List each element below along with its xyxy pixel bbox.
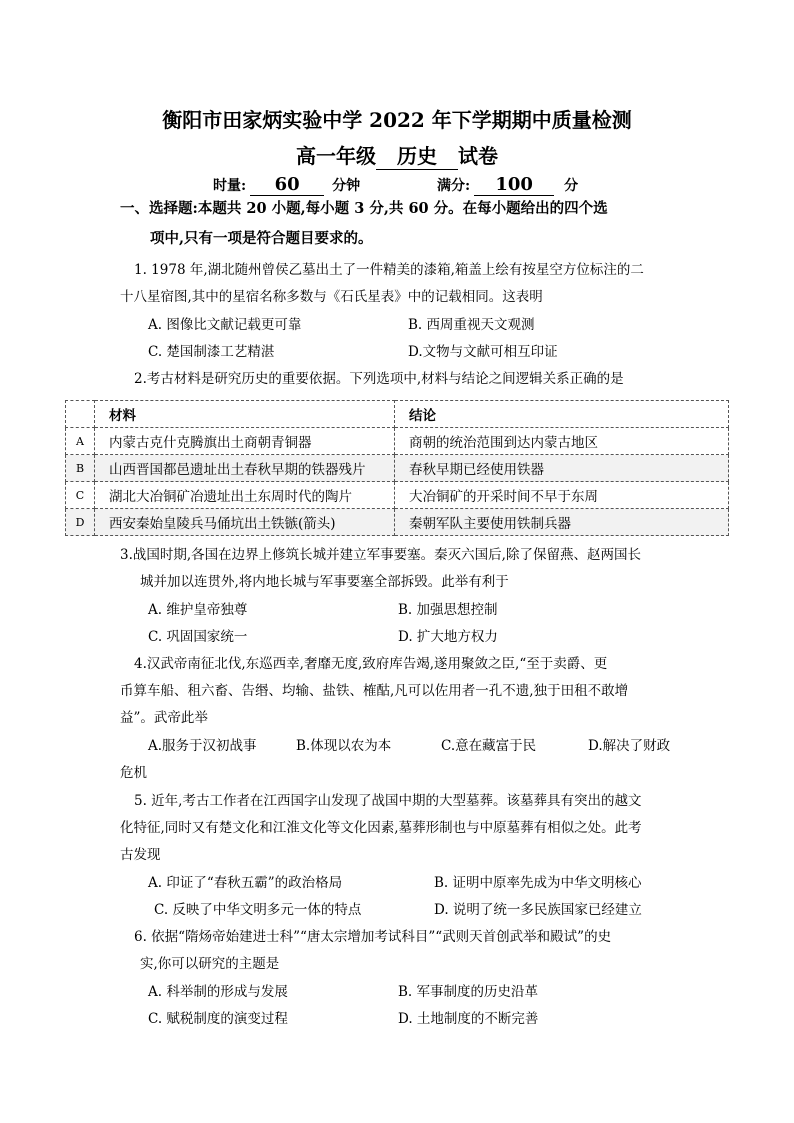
q5-line3: 古发现 <box>120 847 161 863</box>
row-material: 内蒙古克什克腾旗出土商朝青铜器 <box>95 428 395 455</box>
paper-title <box>0 140 794 170</box>
q4-option-c: C.意在藏富于民 <box>441 738 537 754</box>
table-row <box>66 482 729 509</box>
row-letter: D <box>66 509 95 536</box>
q3-option-b: B. 加强思想控制 <box>398 602 498 618</box>
row-conclusion: 商朝的统治范围到达内蒙古地区 <box>395 428 729 455</box>
q6-option-d: D. 土地制度的不断完善 <box>398 1011 539 1027</box>
q1-line2: 十八星宿图,其中的星宿名称多数与《石氏星表》中的记载相同。这表明 <box>120 289 543 305</box>
score-unit: 分 <box>564 178 579 194</box>
time-label: 时量: <box>213 178 247 194</box>
row-conclusion: 春秋早期已经使用铁器 <box>395 455 729 482</box>
row-letter: B <box>66 455 95 482</box>
row-letter: C <box>66 482 95 509</box>
time-value: 60 <box>250 174 324 196</box>
time-info <box>213 174 360 196</box>
table-row <box>66 509 729 536</box>
row-material: 西安秦始皇陵兵马俑坑出土铁镞(箭头) <box>95 509 395 536</box>
row-material: 湖北大冶铜矿冶遗址出土东周时代的陶片 <box>95 482 395 509</box>
paper-label: 试卷 <box>458 144 498 168</box>
q5-option-b: B. 证明中原率先成为中华文明核心 <box>434 875 642 891</box>
q3-option-c: C. 巩固国家统一 <box>148 629 248 645</box>
q4-option-d: D.解决了财政 <box>588 738 671 754</box>
q4-option-b: B.体现以农为本 <box>296 738 392 754</box>
row-conclusion: 大冶铜矿的开采时间不早于东周 <box>395 482 729 509</box>
table-header-row <box>66 401 729 428</box>
q1-option-b: B. 西周重视天文观测 <box>408 317 535 333</box>
q6-option-c: C. 赋税制度的演变过程 <box>148 1011 288 1027</box>
table-row <box>66 455 729 482</box>
school-title: 衡阳市田家炳实验中学 2022 年下学期期中质量检测 <box>162 108 632 132</box>
row-material: 山西晋国都邑遗址出土春秋早期的铁器残片 <box>95 455 395 482</box>
q2-line1: 2.考古材料是研究历史的重要依据。下列选项中,材料与结论之间逻辑关系正确的是 <box>134 371 624 387</box>
q3-option-a: A. 维护皇帝独尊 <box>148 602 248 618</box>
grade-label: 高一年级 <box>296 144 376 168</box>
q4-line1: 4.汉武帝南征北伐,东巡西幸,奢靡无度,致府库告竭,遂用聚敛之臣,“至于卖爵、更 <box>134 656 608 672</box>
q4-option-a: A.服务于汉初战事 <box>148 738 257 754</box>
q3-line1: 3.战国时期,各国在边界上修筑长城并建立军事要塞。秦灭六国后,除了保留燕、赵两国长 <box>120 547 641 563</box>
q5-option-d: D. 说明了统一多民族国家已经建立 <box>434 902 642 918</box>
q3-option-d: D. 扩大地方权力 <box>398 629 498 645</box>
q6-line2: 实,你可以研究的主题是 <box>140 956 280 972</box>
q6-option-a: A. 科举制的形成与发展 <box>148 984 288 1000</box>
q6-option-b: B. 军事制度的历史沿革 <box>398 984 539 1000</box>
q1-option-c: C. 楚国制漆工艺精湛 <box>148 344 275 360</box>
table-header-conclusion: 结论 <box>395 401 729 428</box>
section-heading-line2: 项中,只有一项是符合题目要求的。 <box>150 230 373 247</box>
q4-line3: 益”。武帝此举 <box>120 710 208 726</box>
score-value: 100 <box>474 174 554 196</box>
q5-line2: 化特征,同时又有楚文化和江淮文化等文化因素,墓葬形制也与中原墓葬有相似之处。此考 <box>120 820 642 836</box>
q1-option-d: D.文物与文献可相互印证 <box>408 344 558 360</box>
q6-line1: 6. 依据“隋炀帝始建进士科”“唐太宗增加考试科目”“武则天首创武举和殿试”的史 <box>134 929 612 945</box>
score-label: 满分: <box>437 178 471 194</box>
row-letter: A <box>66 428 95 455</box>
q1-line1: 1. 1978 年,湖北随州曾侯乙墓出土了一件精美的漆箱,箱盖上绘有按星空方位标注的二 <box>134 262 644 278</box>
q5-option-a: A. 印证了“春秋五霸”的政治格局 <box>148 875 343 891</box>
q5-option-c: C. 反映了中华文明多元一体的特点 <box>154 902 362 918</box>
q4-option-d-tail: 危机 <box>120 765 147 781</box>
section-heading-line1: 一、选择题:本题共 20 小题,每小题 3 分,共 60 分。在每小题给出的四个选 <box>120 200 608 217</box>
row-conclusion: 秦朝军队主要使用铁制兵器 <box>395 509 729 536</box>
q3-line2: 城并加以连贯外,将内地长城与军事要塞全部拆毁。此举有利于 <box>140 574 509 590</box>
q5-line1: 5. 近年,考古工作者在江西国字山发现了战国中期的大型墓葬。该墓葬具有突出的越文 <box>134 793 642 809</box>
time-unit: 分钟 <box>332 178 361 194</box>
evidence-table <box>65 400 729 536</box>
q1-option-a: A. 图像比文献记载更可靠 <box>148 317 302 333</box>
score-info <box>437 174 578 196</box>
subject-blank: 历史 <box>376 140 458 170</box>
table-row <box>66 428 729 455</box>
table-header-material: 材料 <box>95 401 395 428</box>
q4-line2: 币算车船、租六畜、告缗、均输、盐铁、榷酤,凡可以佐用者一孔不遗,独于田租不敢增 <box>120 683 629 699</box>
